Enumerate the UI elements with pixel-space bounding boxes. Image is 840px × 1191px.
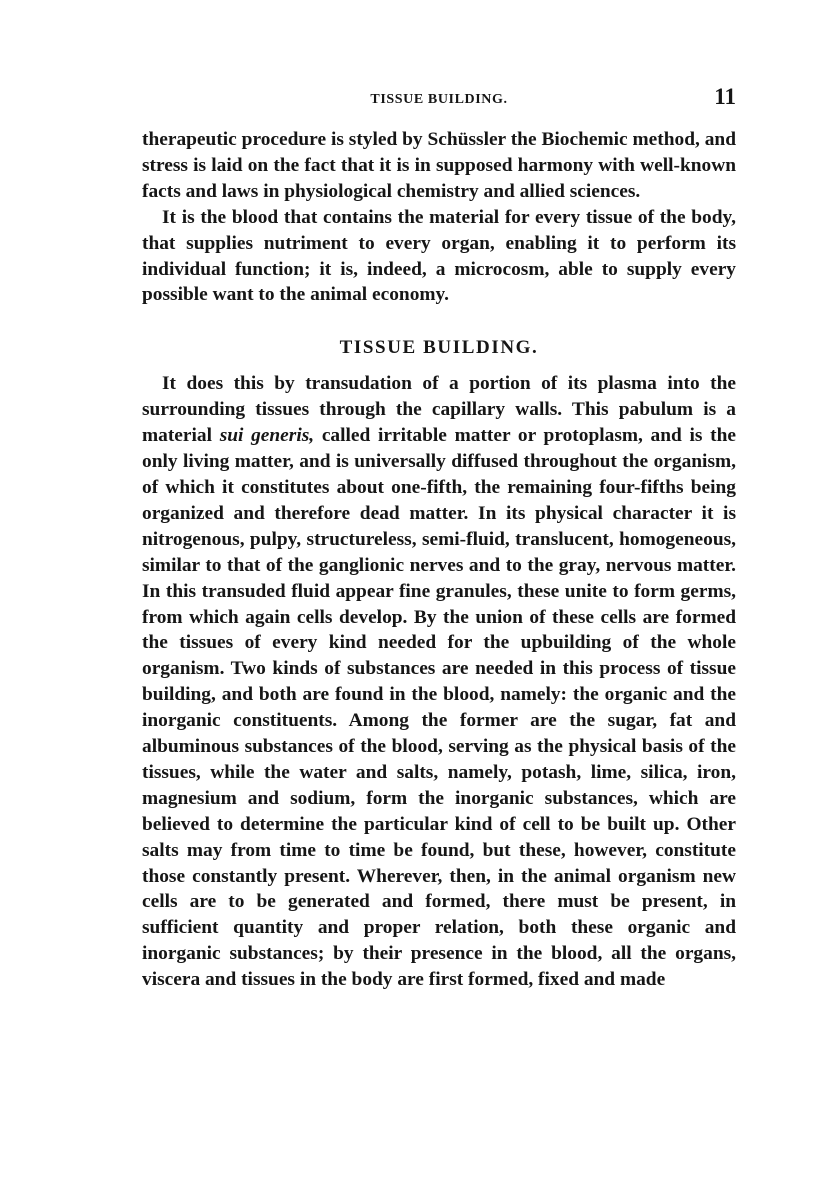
page-number: 11 [714, 84, 736, 109]
running-title: TISSUE BUILDING. [370, 92, 508, 107]
paragraph-continuation: therapeutic procedure is styled by Schüssler the Biochemic method, and stress is laid on the fact that it is in supposed harmony with well-known facts and laws in physiological chemistry and allied sciences. [142, 129, 736, 202]
paragraph-text-start: It does this by transudation of a portion of its plasma into the surrounding tissues through the capillary walls. This pabulum is a material [142, 373, 736, 447]
latin-phrase: sui generis, [219, 425, 315, 447]
paragraph-tissue-building [142, 371, 736, 993]
section-heading: TISSUE BUILDING. [339, 337, 539, 359]
running-header [142, 84, 736, 114]
paragraph-blood: It is the blood that contains the material for every tissue of the body, that supplies nutriment to every organ, enabling it to perform its individual function; it is, indeed, a microcosm, able to supply every possible want to the animal economy. [142, 206, 736, 306]
paragraph-text-rest: called irritable matter or protoplasm, and is the only living matter, and is universally diffused throughout the organism, of which it constitutes about one-fifth, the remaining four-fifths being organized and therefore dead matter. In its physical character it is nitrogenous, pulpy, structureless, semi-fluid, translucent, homogeneous, similar to that of the ganglionic nerves and to the gray, nervous matter. In this transuded fluid appear fine granules, these unite to form germs, from which again cells develop. By the union of these cells are formed the tissues of every kind needed for the upbuilding of the whole organism. Two kinds of substances are needed in this process of tissue building, and both are found in the blood, namely: the organic and the inorganic constituents. Among the former are the sugar, fat and albuminous substances of the blood, serving as the physical basis of the tissues, while the water and salts, namely, potash, lime, silica, iron, magnesium and sodium, form the inorganic substances, which are believed to determine the particular kind of cell to be built up. Other salts may from time to time be found, but these, however, constitute those constantly present. Wherever, then, in the animal organism new cells are to be generated and formed, there must be present, in sufficient quantity and proper relation, both these organic and inorganic substances; by their presence in the blood, all the organs, viscera and tissues in the body are first formed, fixed and made [142, 425, 736, 991]
book-page [142, 84, 736, 993]
